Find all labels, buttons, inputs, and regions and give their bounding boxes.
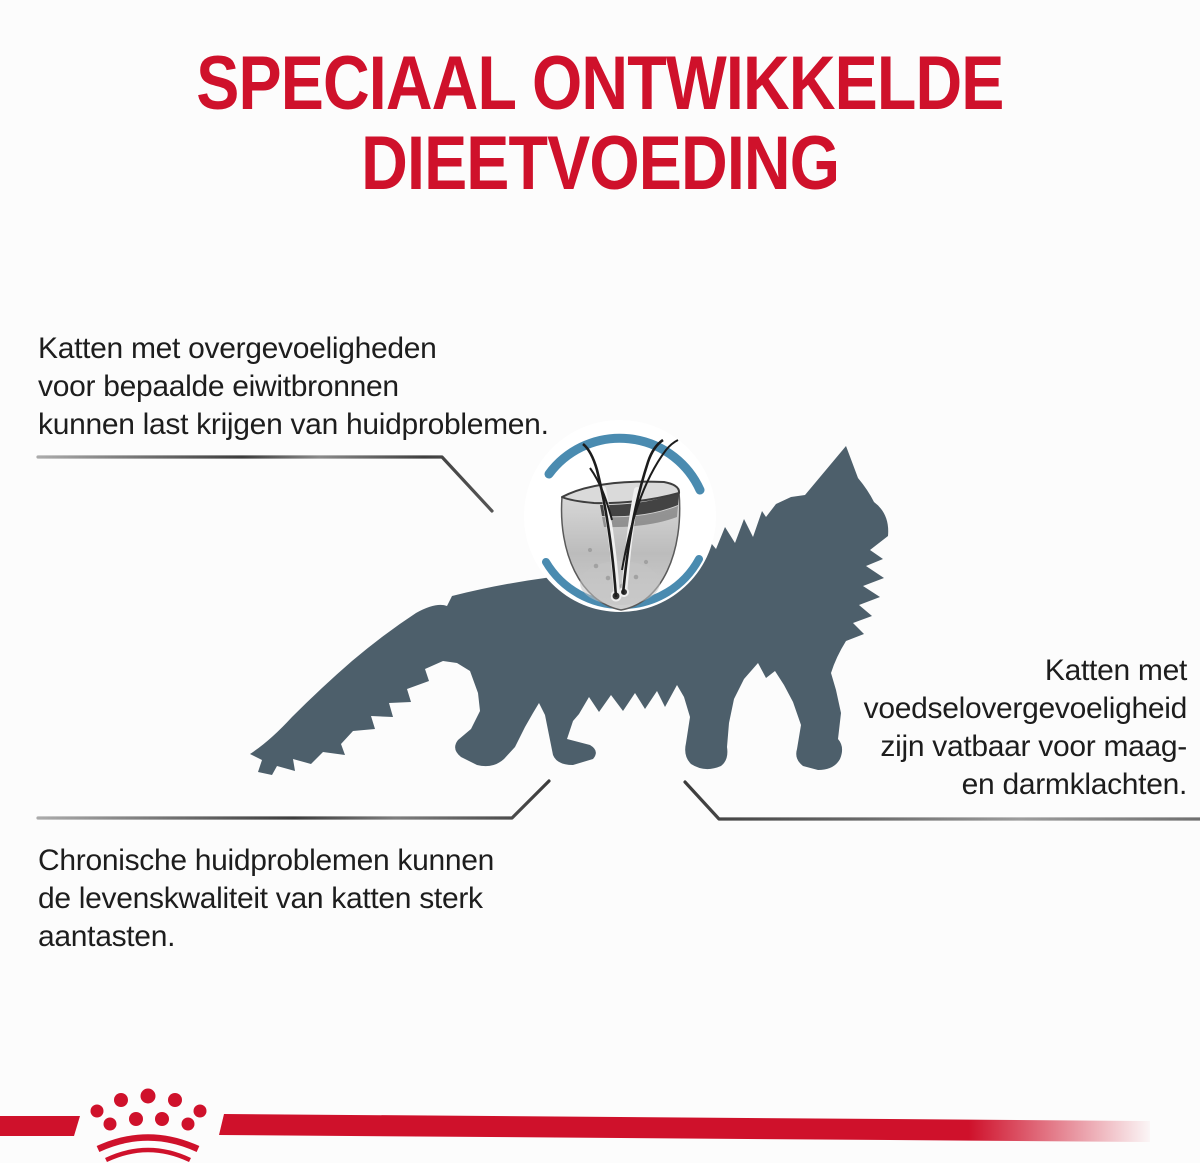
- crown-arc: [98, 1138, 198, 1150]
- page-title-line-1: SPECIAAL ONTWIKKELDE: [196, 40, 1004, 126]
- callout-line-skin: [38, 457, 492, 511]
- callout-line-text: Katten met: [1044, 654, 1187, 687]
- brand-footer: [0, 1089, 1150, 1161]
- callout-line-text: aantasten.: [38, 920, 176, 953]
- callout-line-text: Katten met overgevoeligheden: [38, 332, 437, 365]
- callout-line-text: zijn vatbaar voor maag-: [880, 730, 1187, 763]
- callout-line-text: kunnen last krijgen van huidproblemen.: [38, 408, 549, 441]
- callout-line-text: voor bepaalde eiwitbronnen: [38, 370, 399, 403]
- royal-canin-crown-logo: [91, 1089, 207, 1161]
- callout-line-text: de levenskwaliteit van katten sterk: [38, 882, 483, 915]
- brand-stripe-left: [0, 1116, 80, 1136]
- page-title-line-2: DIEETVOEDING: [361, 120, 839, 206]
- callout-digestive-problems: [864, 652, 1187, 804]
- callout-line-text: en darmklachten.: [961, 768, 1187, 801]
- skin-hair-follicle-inset: [524, 420, 716, 612]
- callout-line-text: Chronische huidproblemen kunnen: [38, 844, 495, 877]
- callout-line-chronic: [38, 781, 549, 818]
- callout-line-text: voedselovergevoeligheid: [863, 692, 1187, 725]
- brand-stripe-main: [219, 1114, 1150, 1142]
- callout-skin-problems: [38, 330, 549, 444]
- page-title: [0, 40, 1200, 206]
- crown-arc: [106, 1150, 190, 1160]
- callout-chronic-skin-problems: [38, 842, 494, 956]
